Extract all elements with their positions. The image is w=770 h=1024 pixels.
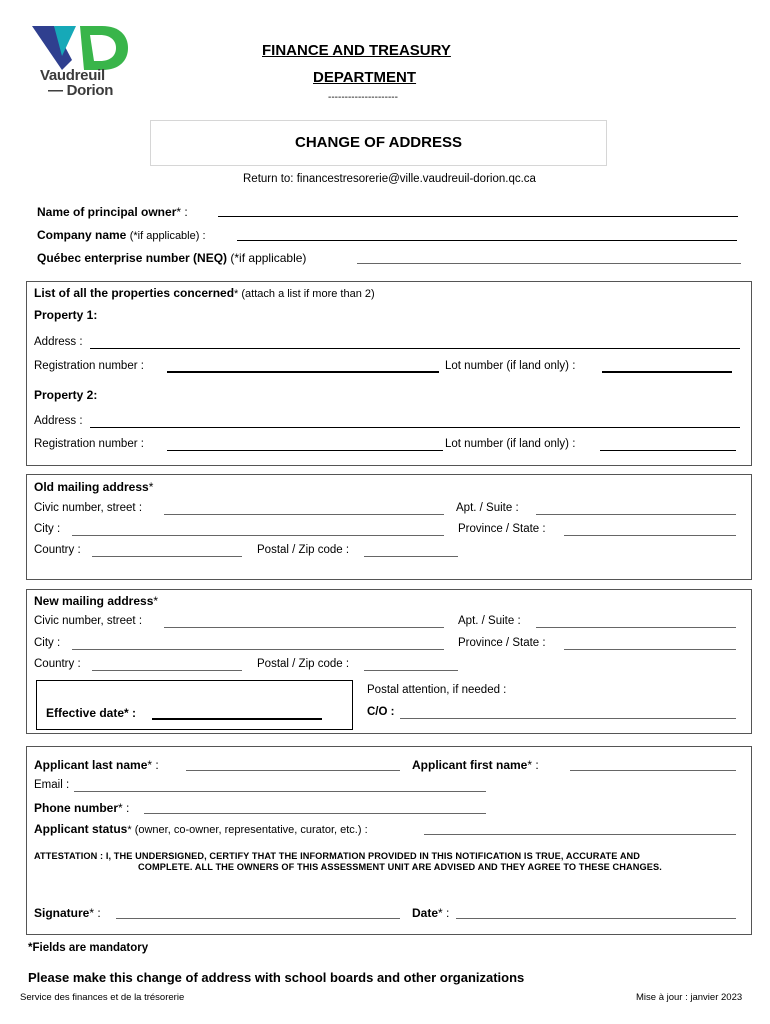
new-postal-field[interactable] [364, 670, 458, 671]
new-apt-label: Apt. / Suite : [458, 615, 521, 627]
old-province-field[interactable] [564, 535, 736, 536]
phone-label: Phone number* : [34, 801, 130, 815]
logo-text-line1: Vaudreuil [40, 67, 105, 84]
company-name-field[interactable] [237, 240, 737, 241]
property-2-registration-label: Registration number : [34, 438, 144, 450]
properties-heading: List of all the properties concerned* (attach a list if more than 2) [34, 286, 375, 300]
property-2-address-label: Address : [34, 415, 83, 427]
property-2-title: Property 2: [34, 388, 98, 402]
effective-date-box [36, 680, 353, 730]
old-civic-field[interactable] [164, 514, 444, 515]
old-apt-label: Apt. / Suite : [456, 502, 519, 514]
applicant-first-name-label: Applicant first name* : [412, 758, 539, 772]
new-city-field[interactable] [72, 649, 444, 650]
department-title-line2: DEPARTMENT [313, 69, 417, 86]
signature-label: Signature* : [34, 906, 101, 920]
property-2-lot-field[interactable] [600, 450, 736, 451]
principal-owner-label: Name of principal owner* : [37, 205, 188, 219]
principal-owner-field[interactable] [218, 216, 738, 217]
property-1-lot-label: Lot number (if land only) : [445, 360, 576, 372]
attestation-line2: COMPLETE. ALL THE OWNERS OF THIS ASSESSMENT UNIT ARE ADVISED AND THEY AGREE TO THESE CHANGES. [138, 862, 662, 872]
applicant-section [26, 746, 752, 935]
applicant-last-name-label: Applicant last name* : [34, 758, 159, 772]
signature-field[interactable] [116, 918, 400, 919]
attestation-line1: ATTESTATION : I, THE UNDERSIGNED, CERTIFY THAT THE INFORMATION PROVIDED IN THIS NOTIFICATION IS TRUE, ACCURATE AND [34, 851, 641, 861]
header-dashes: --------------------- [328, 92, 398, 103]
old-country-label: Country : [34, 544, 81, 556]
old-mailing-heading: Old mailing address* [34, 480, 154, 494]
co-field[interactable] [400, 718, 736, 719]
property-1-lot-field[interactable] [602, 371, 732, 373]
new-postal-label: Postal / Zip code : [257, 658, 350, 670]
old-postal-field[interactable] [364, 556, 458, 557]
co-label: C/O : [367, 706, 395, 718]
property-2-lot-label: Lot number (if land only) : [445, 438, 576, 450]
new-civic-label: Civic number, street : [34, 615, 143, 627]
new-province-label: Province / State : [458, 637, 546, 649]
property-1-address-label: Address : [34, 336, 83, 348]
applicant-last-name-field[interactable] [186, 770, 400, 771]
date-label: Date* : [412, 906, 450, 920]
applicant-status-label: Applicant status* (owner, co-owner, representative, curator, etc.) : [34, 822, 368, 836]
old-apt-field[interactable] [536, 514, 736, 515]
old-civic-label: Civic number, street : [34, 502, 143, 514]
old-city-label: City : [34, 523, 61, 535]
effective-date-label: Effective date* : [46, 706, 137, 720]
return-to-email: Return to: financestresorerie@ville.vaudreuil-dorion.qc.ca [243, 173, 536, 185]
company-name-label: Company name (*if applicable) : [37, 228, 206, 242]
postal-attention-label: Postal attention, if needed : [367, 684, 507, 696]
footer-service: Service des finances et de la trésorerie [20, 992, 185, 1003]
city-logo-icon [32, 26, 128, 70]
email-label: Email : [34, 779, 70, 791]
property-1-title: Property 1: [34, 308, 98, 322]
property-1-registration-field[interactable] [167, 371, 439, 373]
date-field[interactable] [456, 918, 736, 919]
mandatory-note: *Fields are mandatory [28, 942, 149, 954]
department-title-line1: FINANCE AND TREASURY [262, 42, 451, 59]
school-board-notice: Please make this change of address with school boards and other organizations [28, 970, 525, 985]
old-province-label: Province / State : [458, 523, 546, 535]
logo [30, 26, 130, 100]
property-2-address-field[interactable] [90, 427, 740, 428]
phone-field[interactable] [144, 813, 486, 814]
property-2-registration-field[interactable] [167, 450, 443, 451]
effective-date-field[interactable] [152, 718, 322, 720]
applicant-status-field[interactable] [424, 834, 736, 835]
new-apt-field[interactable] [536, 627, 736, 628]
new-country-label: Country : [34, 658, 81, 670]
old-city-field[interactable] [72, 535, 444, 536]
footer-update-date: Mise à jour : janvier 2023 [636, 992, 743, 1003]
new-city-label: City : [34, 637, 61, 649]
old-postal-label: Postal / Zip code : [257, 544, 350, 556]
new-province-field[interactable] [564, 649, 736, 650]
new-civic-field[interactable] [164, 627, 444, 628]
new-mailing-heading: New mailing address* [34, 594, 159, 608]
email-field[interactable] [74, 791, 486, 792]
property-1-registration-label: Registration number : [34, 360, 144, 372]
new-country-field[interactable] [92, 670, 242, 671]
neq-label: Québec enterprise number (NEQ) (*if applicable) [37, 251, 307, 265]
old-country-field[interactable] [92, 556, 242, 557]
form-title: CHANGE OF ADDRESS [295, 134, 462, 151]
applicant-first-name-field[interactable] [570, 770, 736, 771]
property-1-address-field[interactable] [90, 348, 740, 349]
logo-text-line2: — Dorion [48, 82, 114, 99]
neq-field[interactable] [357, 263, 741, 264]
